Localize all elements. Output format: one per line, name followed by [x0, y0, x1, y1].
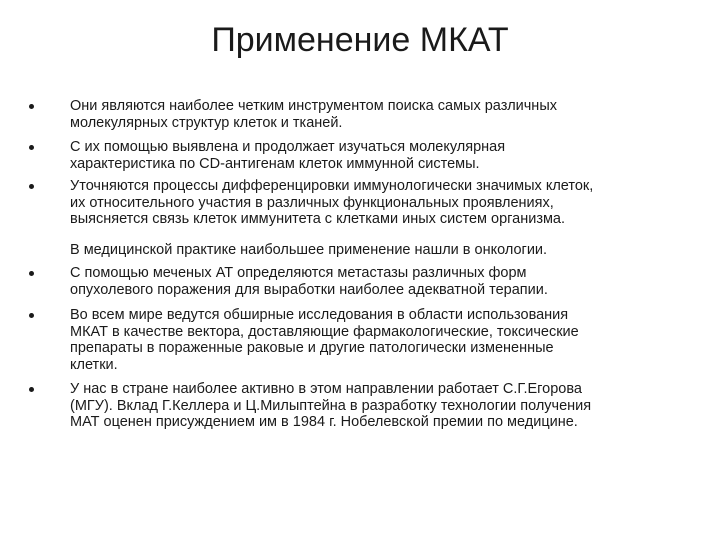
bullet-line: Во всем мире ведутся обширные исследования в области использования	[70, 307, 569, 323]
bullet-line: клетки.	[70, 356, 118, 373]
bullet-line: Они являются наиболее четким инструментом поиска самых различных	[70, 98, 557, 114]
bullet-line: выясняется связь клеток иммунитета с клетками иных систем организма.	[70, 211, 566, 227]
bullet-blank-line	[70, 228, 700, 242]
bullet-item-3	[70, 178, 700, 258]
bullet-line: В медицинской практике наибольшее применение нашли в онкологии.	[70, 241, 548, 258]
bullet-item-6	[70, 381, 700, 431]
bullet-line: опухолевого поражения для выработки наиболее адекватной терапии.	[70, 281, 548, 298]
bullet-line: С помощью меченых АТ определяются метастазы различных форм	[70, 265, 527, 281]
bullet-dot	[29, 387, 34, 392]
bullet-line: молекулярных структур клеток и тканей.	[70, 114, 343, 131]
bullet-line: МАТ оценен присуждением им в 1984 г. Нобелевской премии по медицине.	[70, 414, 578, 430]
bullet-dot	[29, 184, 34, 189]
bullet-item-2	[70, 139, 700, 172]
bullet-line: (МГУ). Вклад Г.Келлера и Ц.Милыптейна в разработку технологии получения	[70, 397, 592, 414]
slide-title: Применение МКАТ	[211, 21, 509, 59]
bullet-dot	[29, 104, 34, 109]
bullet-line: характеристика по CD-антигенам клеток иммунной системы.	[70, 155, 480, 172]
bullet-item-4	[70, 265, 700, 298]
bullet-line: С их помощью выявлена и продолжает изучаться молекулярная	[70, 139, 506, 155]
bullet-line: препараты в пораженные раковые и другие патологически измененные	[70, 340, 554, 356]
bullet-line: МКАТ в качестве вектора, доставляющие фармакологические, токсические	[70, 323, 579, 340]
bullet-line: У нас в стране наиболее активно в этом направлении работает С.Г.Егорова	[70, 381, 582, 397]
bullet-dot	[29, 271, 34, 276]
bullet-item-5	[70, 307, 700, 373]
bullet-dot	[29, 145, 34, 150]
bullet-item-1	[70, 98, 700, 131]
bullet-line: их относительного участия в различных функциональных проявлениях,	[70, 194, 554, 211]
bullet-line: Уточняются процессы дифференцировки иммунологически значимых клеток,	[70, 178, 594, 194]
bullet-dot	[29, 313, 34, 318]
